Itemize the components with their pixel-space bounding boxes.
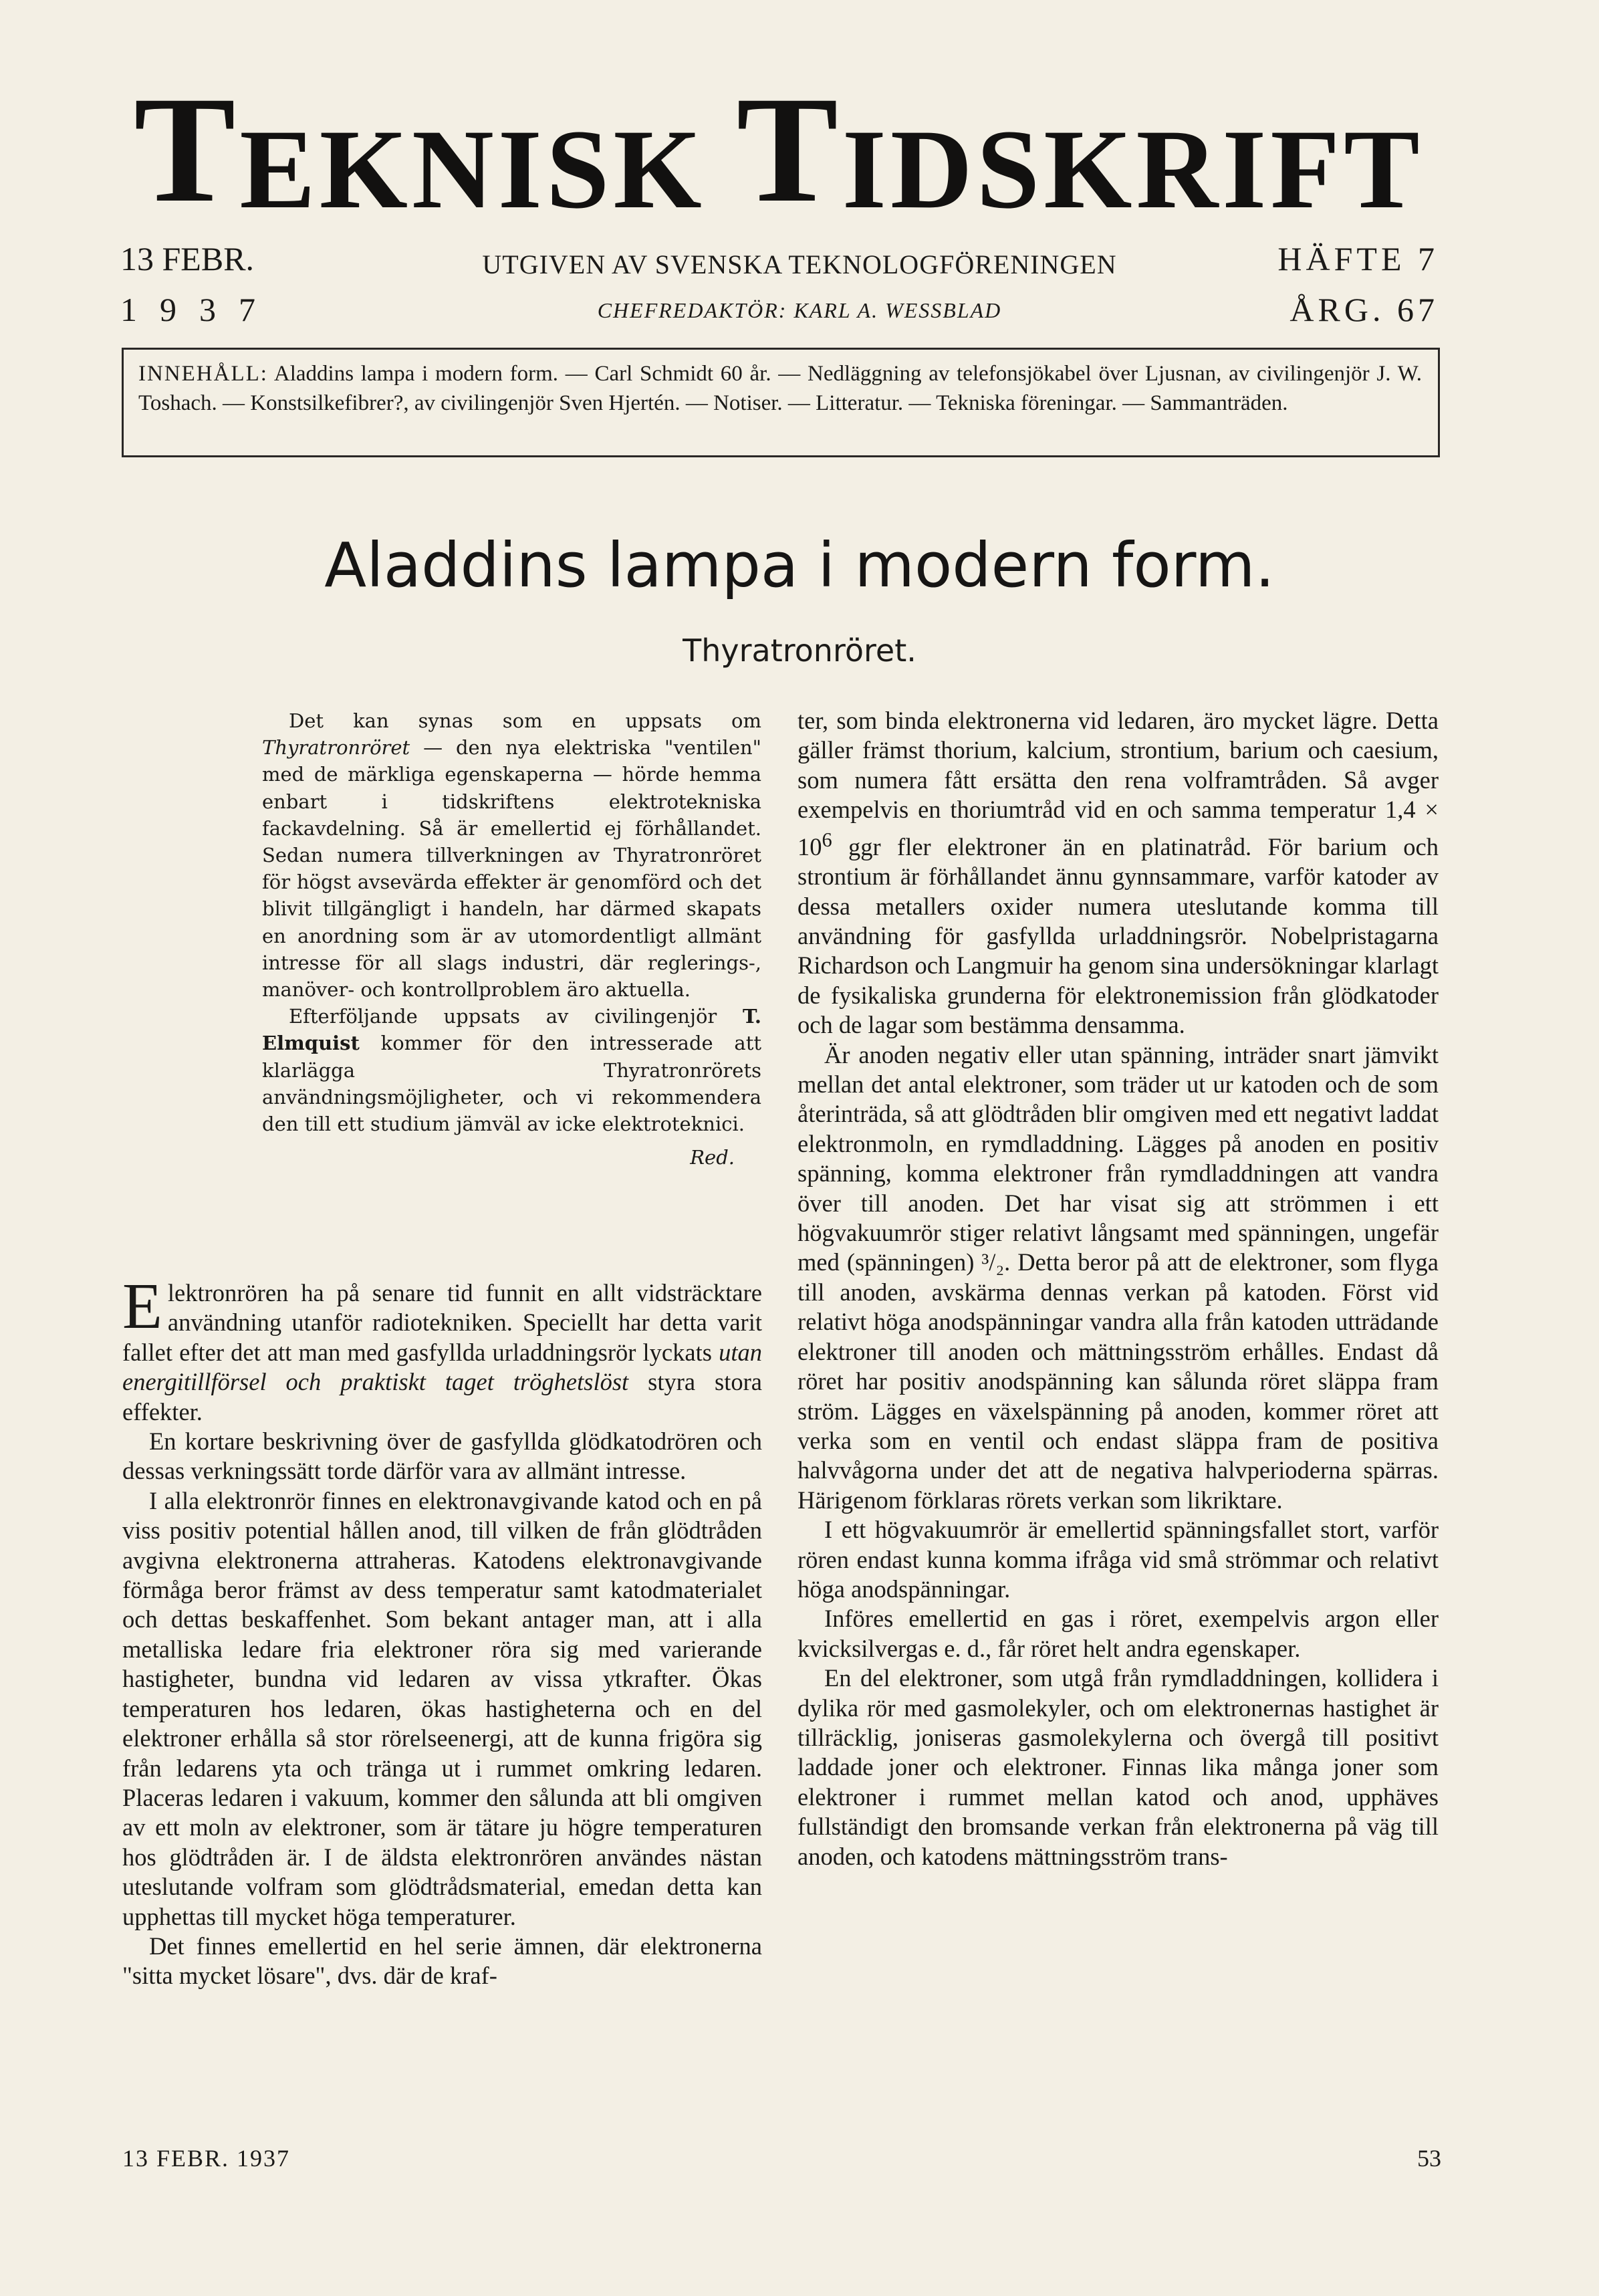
masthead-word-2: IDSKRIFT	[842, 106, 1424, 232]
contents-label: INNEHÅLL:	[138, 362, 268, 386]
intro-paragraph: Det kan synas som en uppsats om Thyratronröret — den nya elektriska "ventilen" med de märkliga egenskaperna — hörde hemma enbart i tidskriftens elektrotekniska fackavdelning. Så är emellertid ej förhållandet. Sedan numera tillverkningen av Thyratronröret för högst avsevärda effekter är genomförd och det blivit tillgängligt i handeln, har därmed skapats en anordning som är av utomordentligt allmänt intresse för all slags industri, där reglerings-, manöver- och kontrollproblem äro aktuella.	[262, 709, 761, 1002]
body-paragraph: En del elektroner, som utgå från rymdladdningen, kollidera i dylika rör med gasmolekyler, och om elektronernas hastighet är tillräcklig, joniseras gasmolekylerna och övergå till positivt laddade joner och elektroner. Finnas lika många joner som elektroner i rummet mellan katod och anod, upphäves fullständigt den bromsande verkan från elektronerna på väg till anoden, och katodens mättningsström trans-	[797, 1664, 1439, 1870]
volume-number: ÅRG. 67	[1289, 291, 1439, 328]
body-paragraph: I ett högvakuumrör är emellertid spänningsfallet stort, varför rören endast kunna komma ifråga vid små strömmar och relativt höga anodspänningar.	[797, 1516, 1439, 1603]
body-paragraph: Införes emellertid en gas i röret, exempelvis argon eller kvicksilvergas e. d., får röret helt andra egenskaper.	[797, 1605, 1439, 1662]
article-title: Aladdins lampa i modern form.	[324, 530, 1275, 601]
body-paragraph: Det finnes emellertid en hel serie ämnen, där elektronerna "sitta mycket lösare", dvs. där de kraf-	[122, 1932, 762, 1990]
body-paragraph: ter, som binda elektronerna vid ledaren, äro mycket lägre. Detta gäller främst thorium, kalcium, strontium, barium och caesium, som numera fått ersätta den rena volframtråden. Så avger exempelvis en thoriumtråd vid en och samma temperatur $1,4 \times 10^6$ ggr fler elektroner än en platinatråd. För barium och strontium är förhållandet ännu gynnsammare, varför katoder av dessa metallers oxider numera uteslutande komma till användning för gasfyllda urladdningsrör. Nobelpristagarna Richardson och Langmuir ha genom sina undersökningar klarlagt de fysikaliska grunderna för elektronemission från glödkatoder och de lagar som bestämma densamma.	[797, 707, 1439, 1039]
issue-date: 13 FEBR.	[120, 240, 255, 277]
masthead-initial-2: T	[736, 66, 842, 234]
masthead-title	[120, 66, 1437, 234]
editor-line: CHEFREDAKTÖR: KARL A. WESSBLAD	[597, 298, 1002, 322]
editorial-intro	[262, 707, 761, 1171]
masthead-word-1: EKNISK	[239, 106, 706, 232]
contents-box	[122, 348, 1440, 457]
footer-date: 13 FEBR. 1937	[122, 2145, 291, 2172]
contents-text: Aladdins lampa i modern form. — Carl Schmidt 60 år. — Nedläggning av telefonsjökabel över Ljusnan, av civilingenjör J. W. Toshach. — Konstsilkefibrer?, av civilingenjör Sven Hjertén. — Notiser. — Litteratur. — Tekniska föreningar. — Sammanträden.	[138, 362, 1422, 415]
issue-year: 1937	[120, 291, 278, 328]
intro-paragraph: Efterföljande uppsats av civilingenjör T. Elmquist kommer för den intresserade att klarlägga Thyratronrörets användningsmöjligheter, och vi rekommendera den till ett studium jämväl av icke elektroteknici.	[262, 1005, 761, 1136]
body-paragraph: Elektronrören ha på senare tid funnit en allt vidsträcktare användning utanför radiotekniken. Speciellt har detta varit fallet efter det att man med gasfyllda urladdningsrör lyckats utan energitillförsel och praktiskt taget tröghetslöst styra stora effekter.	[122, 1270, 763, 1425]
body-paragraph: Är anoden negativ eller utan spänning, inträder snart jämvikt mellan det antal elektroner, som träder ut ur katoden och de som återinträda, så att glödtråden blir omgiven med ett negativt laddat elektronmoln, en rymdladdning. Lägges på anoden en positiv spänning, komma elektroner från rymdladdningen att vandra över till anoden. Det har visat sig att strömmen i ett högvakuumrör stiger relativt långsamt med spänningen, ungefär med (spänningen) ³/₂. Detta beror på att de elektroner, som flyga till anoden, avskärma dennas verkan på katoden. Först vid relativt höga anodspänningar vandra alla från katoden utträdande elektroner till anoden och mättningsström erhålles. Endast då röret har positiv anodspänning kan sålunda röret släppa fram ström. Lägges en växelspänning på anoden, kommer röret att verka som en ventil och endast släppa fram de positiva halvvågorna under det att de negativa halvperioderna spärras. Härigenom förklaras rörets verkan som likriktare.	[797, 1040, 1439, 1514]
masthead-initial-1: T	[134, 66, 240, 234]
editor-signature: Red.	[690, 1146, 735, 1169]
body-paragraph: I alla elektronrör finnes en elektronavgivande katod och en på viss positiv potential hållen anod, till vilken de från glödtråden avgivna elektronerna attraheras. Katodens elektronavgivande förmåga beror främst av dess temperatur samt katodmaterialet och dettas beskaffenhet. Som bekant antager man, att i alla metalliska ledare fria elektroner röra sig med varierande hastigheter, bundna vid ledaren av vissa ytkrafter. Ökas temperaturen hos ledaren, ökas hastigheterna och en del elektroner erhålla så stor rörelseenergi, att de kunna frigöra sig från ledarens yta och tränga ut i rummet omkring ledaren. Placeras ledaren i vakuum, kommer den sålunda att bli omgiven av ett moln av elektroner, som är tätare ju högre temperaturen hos glödtråden är. I de äldsta elektronrören användes nästan uteslutande volfram som glödtrådsmaterial, emedan detta kan upphettas till mycket höga temperaturer.	[122, 1486, 762, 1930]
issue-number: HÄFTE 7	[1277, 240, 1439, 277]
publisher-line: UTGIVEN AV SVENSKA TEKNOLOGFÖRENINGEN	[482, 249, 1117, 279]
drop-cap: E	[122, 1270, 162, 1343]
page-number: 53	[1417, 2145, 1441, 2172]
article-subtitle: Thyratronröret.	[683, 633, 916, 669]
body-column-left	[122, 1270, 763, 1991]
body-paragraph: En kortare beskrivning över de gasfyllda glödkatodrören och dessas verkningssätt torde därför vara av allmänt intresse.	[122, 1427, 762, 1485]
body-column-right	[797, 706, 1439, 1871]
